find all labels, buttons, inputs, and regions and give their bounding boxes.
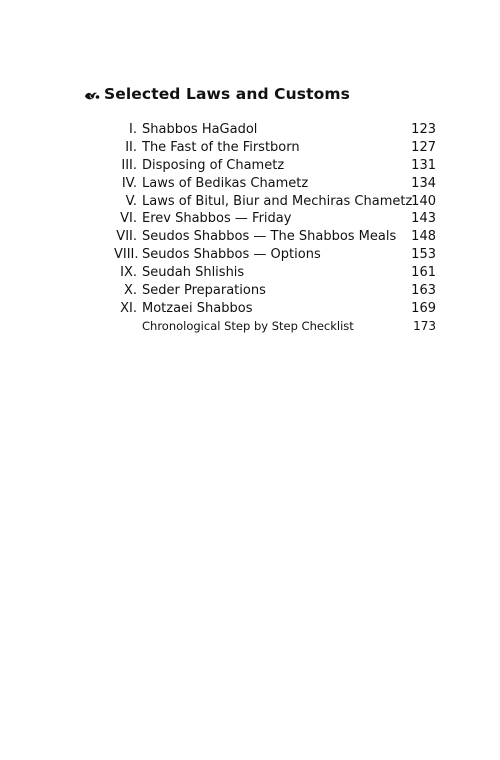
toc-entry-title: Motzaei Shabbos — [142, 300, 253, 316]
toc-entry[interactable] — [114, 157, 436, 175]
toc-entry-title: Seudos Shabbos — The Shabbos Meals — [142, 229, 397, 245]
toc-entry-title: Laws of Bedikas Chametz — [142, 175, 309, 191]
toc-entry-page: 140 — [411, 193, 436, 209]
toc-entry[interactable] — [114, 264, 436, 282]
toc-entry-title: Shabbos HaGadol — [142, 122, 258, 137]
toc-entry-checklist[interactable] — [114, 318, 436, 336]
toc-entry-page: 163 — [411, 283, 436, 299]
toc-entry-page: 143 — [411, 211, 436, 227]
toc-entry[interactable] — [114, 300, 436, 318]
toc-entry-page: 131 — [411, 157, 436, 173]
toc-entry-page: 134 — [411, 175, 436, 191]
toc-entry-page: 173 — [413, 318, 436, 333]
toc-entry-title: Seudah Shlishis — [142, 265, 245, 281]
toc-entry-title: Disposing of Chametz — [142, 157, 285, 173]
toc-entry-number: I. — [129, 122, 137, 137]
toc-entry-page: 169 — [411, 300, 436, 316]
toc-entry[interactable] — [114, 210, 436, 228]
toc-entry-number: II. — [125, 139, 137, 155]
toc-entry-page: 127 — [411, 139, 436, 155]
toc-entry-number: VIII. — [114, 247, 139, 263]
toc-entry-title: The Fast of the Firstborn — [142, 139, 300, 155]
toc-entry-title: Seder Preparations — [142, 283, 266, 299]
toc-entry-number: IX. — [120, 265, 137, 281]
toc-entry[interactable] — [114, 175, 436, 193]
toc-entry-title: Laws of Bitul, Biur and Mechiras Chametz — [142, 193, 413, 209]
fleuron-ornament-icon — [84, 87, 100, 101]
toc-entry-page: 148 — [411, 229, 436, 245]
toc-entry-page: 161 — [411, 265, 436, 281]
toc-entry-number: VII. — [116, 229, 137, 245]
toc-entry-number: VI. — [120, 211, 137, 227]
toc-entry-number: III. — [121, 157, 137, 173]
section-title: Selected Laws and Customs — [104, 85, 350, 103]
toc-entry-title: Erev Shabbos — Friday — [142, 211, 292, 227]
table-of-contents — [114, 121, 436, 336]
toc-entry-number: X. — [123, 283, 137, 299]
toc-entry-page: 123 — [411, 122, 436, 137]
toc-entry[interactable] — [114, 121, 436, 139]
section-heading — [84, 84, 350, 104]
toc-entry-page: 153 — [411, 247, 436, 263]
toc-entry-number: V. — [125, 193, 137, 209]
toc-entry[interactable] — [114, 228, 436, 246]
toc-entry[interactable] — [114, 193, 436, 211]
toc-entry-number: IV. — [121, 175, 137, 191]
toc-entry-title: Chronological Step by Step Checklist — [142, 318, 354, 333]
toc-entry-title: Seudos Shabbos — Options — [142, 247, 321, 263]
toc-entry-number: XI. — [120, 300, 137, 316]
toc-entry[interactable] — [114, 139, 436, 157]
toc-entry[interactable] — [114, 282, 436, 300]
toc-entry[interactable] — [114, 246, 436, 264]
